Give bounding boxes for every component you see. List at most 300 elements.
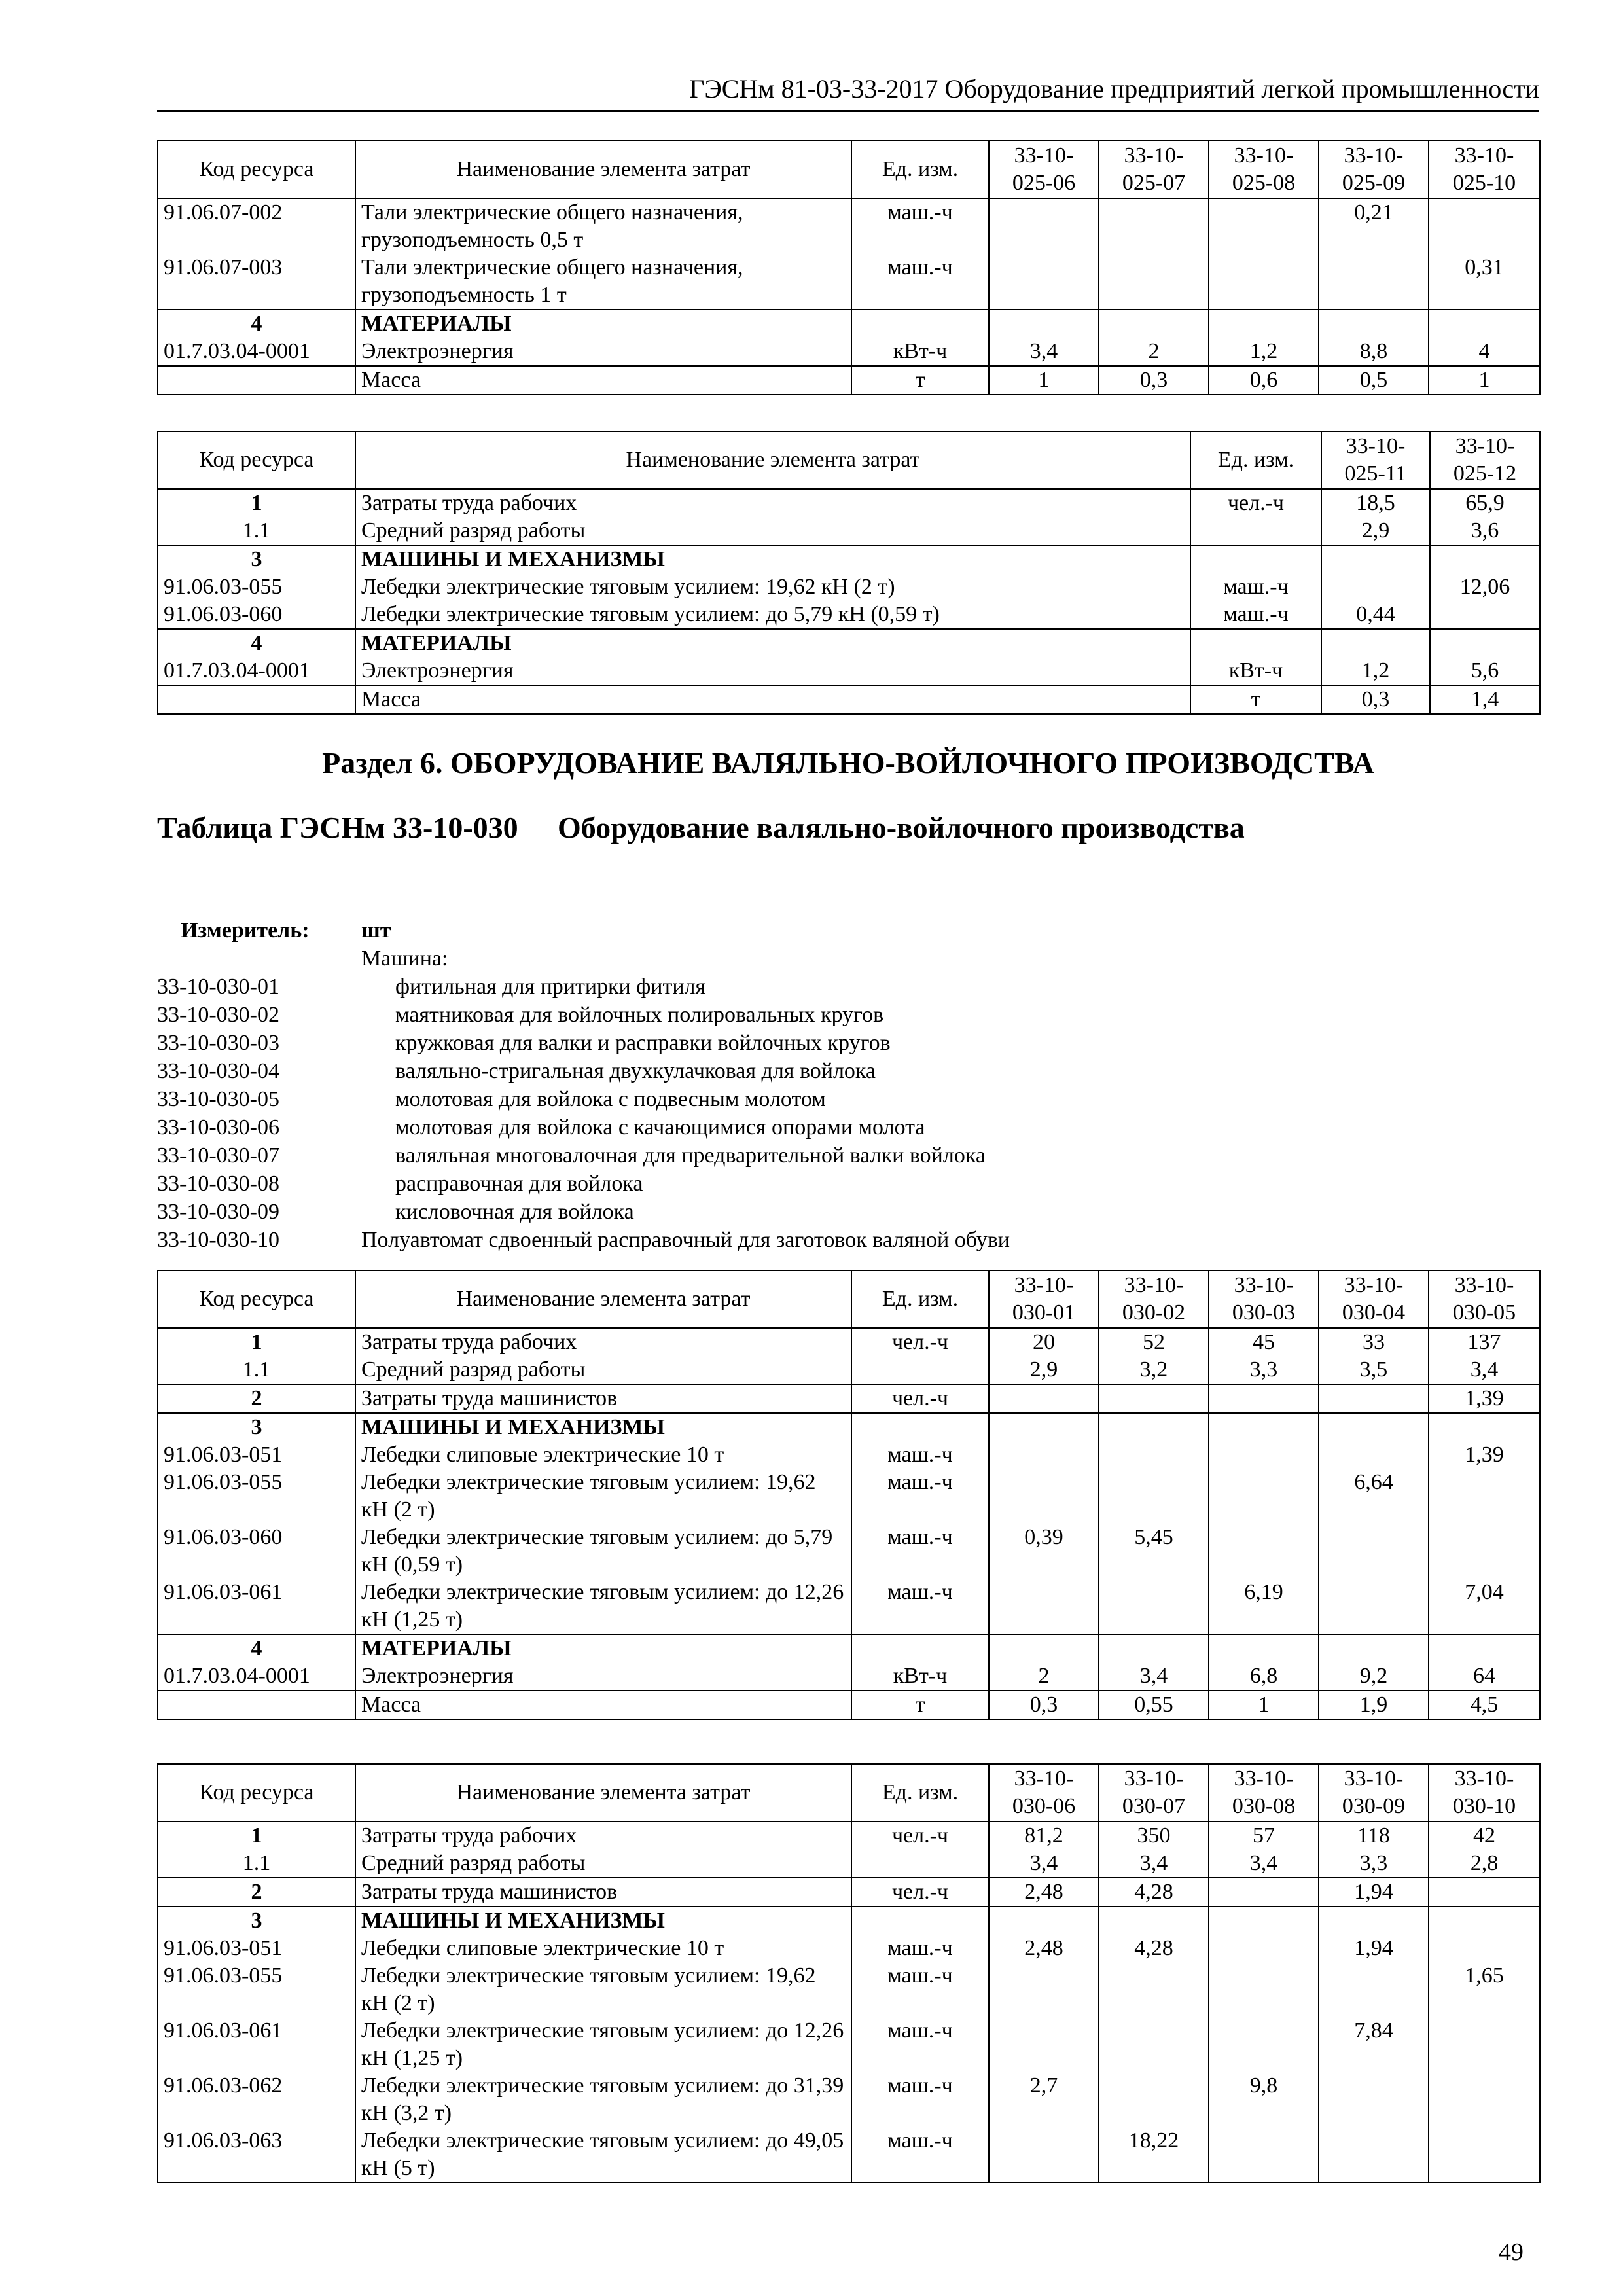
cell-code: 01.7.03.04-0001: [158, 1662, 355, 1691]
cell-value: 3,4: [1099, 1662, 1209, 1691]
cell-unit: маш.-ч: [851, 1441, 989, 1469]
table-row: [158, 1907, 1540, 1935]
cell-value: [1319, 1524, 1429, 1579]
resource-table-030-06-10: [157, 1763, 1541, 2183]
cell-value: [1209, 1907, 1319, 1935]
norm-text: маятниковая для войлочных полировальных кругов: [395, 1003, 884, 1027]
cell-value: [1429, 2017, 1540, 2072]
col-header-norm: 33-10- 030-06: [989, 1764, 1099, 1821]
cell-value: 2,48: [989, 1878, 1099, 1907]
cell-value: 2,7: [989, 2072, 1099, 2127]
cell-value: [1429, 2072, 1540, 2127]
cell-unit: [851, 1634, 989, 1662]
table-row: [158, 601, 1540, 629]
cell-value: [1209, 1469, 1319, 1524]
cell-unit: кВт-ч: [1190, 657, 1321, 685]
cell-unit: [1190, 517, 1321, 545]
cell-value: [1429, 1935, 1540, 1962]
cell-unit: [851, 1356, 989, 1384]
cell-name: Лебедки электрические тяговым усилием: до 5,79 кН (0,59 т): [355, 1524, 851, 1579]
cell-value: [1321, 573, 1430, 601]
norm-text: расправочная для войлока: [395, 1172, 643, 1196]
table-row: [158, 2127, 1540, 2183]
cell-value: [989, 1384, 1099, 1413]
col-header-unit: Ед. изм.: [1190, 431, 1321, 489]
col-header-norm: 33-10- 025-11: [1321, 431, 1430, 489]
cell-value: 5,45: [1099, 1524, 1209, 1579]
cell-code: 91.06.03-055: [158, 1962, 355, 2017]
cell-value: 0,39: [989, 1524, 1099, 1579]
cell-value: [1429, 1413, 1540, 1441]
cell-value: 3,6: [1430, 517, 1540, 545]
table-row: [158, 1691, 1540, 1719]
col-header-norm: 33-10- 030-09: [1319, 1764, 1429, 1821]
table-row: [158, 254, 1540, 310]
cell-name: Масса: [355, 685, 1190, 714]
cell-value: 0,3: [1321, 685, 1430, 714]
table-row: [158, 573, 1540, 601]
col-header-norm: 33-10- 025-07: [1099, 141, 1209, 198]
table-row: [158, 1878, 1540, 1907]
cell-code: 3: [158, 1907, 355, 1935]
cell-value: [1429, 1878, 1540, 1907]
meter-unit: шт: [361, 918, 391, 942]
table-row: [158, 1962, 1540, 2017]
cell-value: 3,4: [989, 1850, 1099, 1878]
cell-value: [1099, 2072, 1209, 2127]
cell-value: 2,9: [1321, 517, 1430, 545]
cell-unit: т: [851, 366, 989, 395]
cell-value: 4: [1429, 338, 1540, 366]
cell-value: [1319, 254, 1429, 310]
table-row: [158, 366, 1540, 395]
cell-name: Лебедки электрические тяговым усилием: до 49,05 кН (5 т): [355, 2127, 851, 2183]
table-row: [158, 1935, 1540, 1962]
cell-code: 91.06.03-061: [158, 2017, 355, 2072]
cell-value: [1209, 1935, 1319, 1962]
cell-name: МАТЕРИАЛЫ: [355, 310, 851, 338]
cell-code: 91.06.03-055: [158, 1469, 355, 1524]
cell-name: Лебедки электрические тяговым усилием: до 5,79 кН (0,59 т): [355, 601, 1190, 629]
col-header-cost-item: Наименование элемента затрат: [355, 1764, 851, 1821]
col-header-norm: 33-10- 030-08: [1209, 1764, 1319, 1821]
cell-value: [1319, 1413, 1429, 1441]
cell-value: 81,2: [989, 1821, 1099, 1850]
cell-value: [1099, 1579, 1209, 1634]
col-header-unit: Ед. изм.: [851, 1764, 989, 1821]
cell-unit: чел.-ч: [851, 1878, 989, 1907]
cell-value: [1319, 1907, 1429, 1935]
cell-code: 91.06.03-055: [158, 573, 355, 601]
cell-value: 4,5: [1429, 1691, 1540, 1719]
norm-text: Полуавтомат сдвоенный расправочный для заготовок валяной обуви: [361, 1228, 1010, 1252]
cell-code: [158, 1691, 355, 1719]
cell-value: [1430, 545, 1540, 573]
cell-value: 1,65: [1429, 1962, 1540, 2017]
table-row: [158, 198, 1540, 254]
cell-name: МАШИНЫ И МЕХАНИЗМЫ: [355, 1907, 851, 1935]
cell-value: [989, 1962, 1099, 2017]
cell-value: 3,4: [989, 338, 1099, 366]
norm-code: 33-10-030-09: [157, 1200, 279, 1224]
cell-name: Тали электрические общего назначения, грузоподъемность 1 т: [355, 254, 851, 310]
cell-unit: маш.-ч: [851, 1524, 989, 1579]
cell-code: 4: [158, 629, 355, 657]
cell-code: 01.7.03.04-0001: [158, 657, 355, 685]
cell-value: [1429, 2127, 1540, 2183]
cell-value: 18,22: [1099, 2127, 1209, 2183]
cell-value: [1209, 310, 1319, 338]
cell-value: 7,04: [1429, 1579, 1540, 1634]
list-item: [157, 1226, 1539, 1254]
cell-value: [1429, 1469, 1540, 1524]
cell-value: [989, 254, 1099, 310]
cell-value: [1209, 254, 1319, 310]
cell-code: [158, 685, 355, 714]
cell-value: [989, 198, 1099, 254]
cell-code: 1.1: [158, 1850, 355, 1878]
norm-text: кружковая для валки и расправки войлочных кругов: [395, 1031, 891, 1055]
cell-code: 91.06.03-063: [158, 2127, 355, 2183]
cell-unit: т: [851, 1691, 989, 1719]
table-row: [158, 1356, 1540, 1384]
cell-code: 3: [158, 545, 355, 573]
page-number: 49: [1499, 2238, 1524, 2266]
cell-name: Электроэнергия: [355, 338, 851, 366]
cell-value: [1099, 1469, 1209, 1524]
cell-code: 2: [158, 1878, 355, 1907]
cell-value: [989, 1469, 1099, 1524]
cell-value: [1209, 2017, 1319, 2072]
cell-value: 4,28: [1099, 1935, 1209, 1962]
cell-value: 33: [1319, 1328, 1429, 1356]
cell-value: 1,39: [1429, 1441, 1540, 1469]
cell-value: [1099, 1962, 1209, 2017]
col-header-resource-code: Код ресурса: [158, 141, 355, 198]
cell-value: [1319, 1579, 1429, 1634]
norm-text: валяльно-стригальная двухкулачковая для войлока: [395, 1059, 876, 1083]
cell-value: 4,28: [1099, 1878, 1209, 1907]
cell-value: [1209, 1634, 1319, 1662]
col-header-norm: 33-10- 025-10: [1429, 141, 1540, 198]
col-header-norm: 33-10- 030-02: [1099, 1270, 1209, 1328]
table-row: [158, 1328, 1540, 1356]
cell-value: 1,2: [1209, 338, 1319, 366]
col-header-norm: 33-10- 030-01: [989, 1270, 1099, 1328]
col-header-resource-code: Код ресурса: [158, 1270, 355, 1328]
cell-value: 64: [1429, 1662, 1540, 1691]
cell-value: [1321, 545, 1430, 573]
cell-value: 0,3: [1099, 366, 1209, 395]
cell-name: Тали электрические общего назначения, грузоподъемность 0,5 т: [355, 198, 851, 254]
col-header-norm: 33-10- 030-05: [1429, 1270, 1540, 1328]
cell-value: [1319, 2127, 1429, 2183]
cell-unit: [851, 310, 989, 338]
cell-value: [1430, 601, 1540, 629]
cell-name: Электроэнергия: [355, 657, 1190, 685]
cell-value: [1099, 1907, 1209, 1935]
cell-code: 4: [158, 1634, 355, 1662]
cell-value: 7,84: [1319, 2017, 1429, 2072]
list-item: [157, 973, 1539, 1001]
table-row: [158, 338, 1540, 366]
cell-unit: маш.-ч: [851, 2072, 989, 2127]
table-number: Таблица ГЭСНм 33-10-030: [157, 811, 518, 844]
cell-name: Лебедки электрические тяговым усилием: 19,62 кН (2 т): [355, 1469, 851, 1524]
cell-value: [1429, 310, 1540, 338]
cell-value: [1321, 629, 1430, 657]
cell-unit: кВт-ч: [851, 338, 989, 366]
cell-value: 5,6: [1430, 657, 1540, 685]
cell-name: Лебедки электрические тяговым усилием: 19,62 кН (2 т): [355, 1962, 851, 2017]
norm-text: кисловочная для войлока: [395, 1200, 634, 1224]
cell-unit: чел.-ч: [1190, 489, 1321, 517]
cell-name: Электроэнергия: [355, 1662, 851, 1691]
cell-value: 0,55: [1099, 1691, 1209, 1719]
table-name: Оборудование валяльно-войлочного производства: [558, 811, 1245, 844]
list-item: [157, 1141, 1539, 1170]
cell-name: Затраты труда машинистов: [355, 1384, 851, 1413]
cell-name: Лебедки электрические тяговым усилием: до 31,39 кН (3,2 т): [355, 2072, 851, 2127]
cell-value: 2: [1099, 338, 1209, 366]
cell-name: Затраты труда рабочих: [355, 1328, 851, 1356]
cell-name: Лебедки слиповые электрические 10 т: [355, 1935, 851, 1962]
cell-value: 3,2: [1099, 1356, 1209, 1384]
cell-unit: [1190, 545, 1321, 573]
cell-value: [1099, 1384, 1209, 1413]
cell-name: Средний разряд работы: [355, 517, 1190, 545]
col-header-norm: 33-10- 030-03: [1209, 1270, 1319, 1328]
cell-name: Масса: [355, 366, 851, 395]
cell-value: 0,3: [989, 1691, 1099, 1719]
list-item: [157, 1170, 1539, 1198]
cell-value: 3,3: [1209, 1356, 1319, 1384]
cell-unit: [1190, 629, 1321, 657]
col-header-norm: 33-10- 025-06: [989, 141, 1099, 198]
cell-value: [1319, 1384, 1429, 1413]
cell-value: 1: [1209, 1691, 1319, 1719]
cell-value: 3,4: [1099, 1850, 1209, 1878]
cell-value: 0,44: [1321, 601, 1430, 629]
cell-value: [1209, 1524, 1319, 1579]
cell-value: 0,21: [1319, 198, 1429, 254]
col-header-norm: 33-10- 030-04: [1319, 1270, 1429, 1328]
table-row: [158, 489, 1540, 517]
norm-text: валяльная многовалочная для предварительной валки войлока: [395, 1143, 986, 1168]
cell-code: 91.06.03-060: [158, 1524, 355, 1579]
cell-value: 6,8: [1209, 1662, 1319, 1691]
cell-value: [1429, 1907, 1540, 1935]
measurement-block: [157, 916, 1539, 1254]
table-row: [158, 1441, 1540, 1469]
cell-value: [1099, 198, 1209, 254]
cell-value: [989, 1907, 1099, 1935]
col-header-resource-code: Код ресурса: [158, 431, 355, 489]
cell-unit: маш.-ч: [851, 254, 989, 310]
cell-value: [1209, 1962, 1319, 2017]
norm-code: 33-10-030-08: [157, 1172, 279, 1196]
norm-text: молотовая для войлока с качающимися опорами молота: [395, 1115, 925, 1139]
cell-value: [1209, 1441, 1319, 1469]
list-item: [157, 1198, 1539, 1226]
cell-value: [1429, 198, 1540, 254]
table-row: [158, 1384, 1540, 1413]
norm-code: 33-10-030-05: [157, 1087, 279, 1111]
cell-unit: маш.-ч: [1190, 601, 1321, 629]
cell-name: Затраты труда рабочих: [355, 1821, 851, 1850]
cell-value: [1209, 1384, 1319, 1413]
cell-value: 0,6: [1209, 366, 1319, 395]
table-row: [158, 1524, 1540, 1579]
table-row: [158, 545, 1540, 573]
cell-name: Затраты труда рабочих: [355, 489, 1190, 517]
col-header-cost-item: Наименование элемента затрат: [355, 1270, 851, 1328]
cell-value: 3,4: [1429, 1356, 1540, 1384]
cell-value: 3,5: [1319, 1356, 1429, 1384]
table-row: [158, 1850, 1540, 1878]
cell-value: 1: [989, 366, 1099, 395]
cell-unit: маш.-ч: [851, 198, 989, 254]
col-header-cost-item: Наименование элемента затрат: [355, 141, 851, 198]
cell-value: 1: [1429, 366, 1540, 395]
table-row: [158, 517, 1540, 545]
cell-value: 350: [1099, 1821, 1209, 1850]
norm-code: 33-10-030-06: [157, 1115, 279, 1139]
cell-value: 18,5: [1321, 489, 1430, 517]
col-header-unit: Ед. изм.: [851, 1270, 989, 1328]
cell-value: 118: [1319, 1821, 1429, 1850]
cell-name: Затраты труда машинистов: [355, 1878, 851, 1907]
col-header-unit: Ед. изм.: [851, 141, 989, 198]
table-row: [158, 1662, 1540, 1691]
cell-value: [989, 2127, 1099, 2183]
cell-value: [1319, 1441, 1429, 1469]
cell-code: 91.06.03-051: [158, 1441, 355, 1469]
table-row: [158, 1413, 1540, 1441]
list-item: [157, 1085, 1539, 1113]
col-header-norm: 33-10- 025-12: [1430, 431, 1540, 489]
col-header-resource-code: Код ресурса: [158, 1764, 355, 1821]
cell-value: [1429, 1524, 1540, 1579]
resource-table-025-11-12: [157, 431, 1541, 715]
cell-name: МАШИНЫ И МЕХАНИЗМЫ: [355, 545, 1190, 573]
cell-name: Лебедки слиповые электрические 10 т: [355, 1441, 851, 1469]
cell-value: 6,64: [1319, 1469, 1429, 1524]
table-row: [158, 1634, 1540, 1662]
norm-code: 33-10-030-03: [157, 1031, 279, 1055]
cell-unit: чел.-ч: [851, 1328, 989, 1356]
cell-value: [1319, 1634, 1429, 1662]
cell-value: [1319, 310, 1429, 338]
cell-unit: т: [1190, 685, 1321, 714]
norm-code: 33-10-030-01: [157, 975, 279, 999]
cell-value: [1209, 2127, 1319, 2183]
table-row: [158, 2017, 1540, 2072]
cell-code: 91.06.03-061: [158, 1579, 355, 1634]
cell-name: МАШИНЫ И МЕХАНИЗМЫ: [355, 1413, 851, 1441]
cell-code: 1.1: [158, 1356, 355, 1384]
table-row: [158, 1821, 1540, 1850]
cell-unit: чел.-ч: [851, 1821, 989, 1850]
cell-value: [1099, 1634, 1209, 1662]
cell-value: 3,3: [1319, 1850, 1429, 1878]
cell-value: [989, 1441, 1099, 1469]
cell-unit: [851, 1907, 989, 1935]
cell-value: 9,8: [1209, 2072, 1319, 2127]
cell-name: Масса: [355, 1691, 851, 1719]
cell-name: Лебедки электрические тяговым усилием: до 12,26 кН (1,25 т): [355, 2017, 851, 2072]
cell-value: 0,5: [1319, 366, 1429, 395]
meter-label: Измеритель:: [181, 918, 310, 942]
cell-value: 2: [989, 1662, 1099, 1691]
cell-value: [989, 1634, 1099, 1662]
cell-value: [1319, 1962, 1429, 2017]
cell-value: 57: [1209, 1821, 1319, 1850]
cell-unit: кВт-ч: [851, 1662, 989, 1691]
cell-name: Лебедки электрические тяговым усилием: 19,62 кН (2 т): [355, 573, 1190, 601]
cell-value: [989, 1413, 1099, 1441]
col-header-norm: 33-10- 030-07: [1099, 1764, 1209, 1821]
section-title: Раздел 6. ОБОРУДОВАНИЕ ВАЛЯЛЬНО-ВОЙЛОЧНОГО ПРОИЗВОДСТВА: [322, 746, 1374, 780]
col-header-norm: 33-10- 025-09: [1319, 141, 1429, 198]
cell-value: [1430, 629, 1540, 657]
cell-unit: маш.-ч: [851, 1935, 989, 1962]
cell-value: 2,8: [1429, 1850, 1540, 1878]
cell-value: 1,9: [1319, 1691, 1429, 1719]
cell-unit: маш.-ч: [851, 1469, 989, 1524]
cell-value: [1209, 198, 1319, 254]
cell-code: 3: [158, 1413, 355, 1441]
table-row: [158, 1469, 1540, 1524]
cell-value: 6,19: [1209, 1579, 1319, 1634]
cell-code: 01.7.03.04-0001: [158, 338, 355, 366]
norm-code: 33-10-030-04: [157, 1059, 279, 1083]
cell-value: 1,2: [1321, 657, 1430, 685]
cell-value: [1099, 310, 1209, 338]
cell-code: 1: [158, 1821, 355, 1850]
cell-value: 45: [1209, 1328, 1319, 1356]
cell-value: [1319, 2072, 1429, 2127]
cell-value: 137: [1429, 1328, 1540, 1356]
norm-text: фитильная для притирки фитиля: [395, 975, 706, 999]
table-row: [158, 2072, 1540, 2127]
cell-value: [1429, 1634, 1540, 1662]
list-item: [157, 1113, 1539, 1141]
cell-value: 1,94: [1319, 1935, 1429, 1962]
cell-value: 12,06: [1430, 573, 1540, 601]
cell-value: 20: [989, 1328, 1099, 1356]
table-row: [158, 685, 1540, 714]
cell-code: 2: [158, 1384, 355, 1413]
meter-group: Машина:: [361, 946, 448, 971]
cell-value: [1099, 254, 1209, 310]
cell-code: 91.06.03-062: [158, 2072, 355, 2127]
norm-code: 33-10-030-10: [157, 1228, 279, 1252]
table-row: [158, 657, 1540, 685]
col-header-norm: 33-10- 025-08: [1209, 141, 1319, 198]
cell-code: [158, 366, 355, 395]
cell-name: МАТЕРИАЛЫ: [355, 1634, 851, 1662]
table-row: [158, 629, 1540, 657]
cell-code: 4: [158, 310, 355, 338]
norm-text: молотовая для войлока с подвесным молотом: [395, 1087, 826, 1111]
resource-table-025-06-10: [157, 140, 1541, 395]
cell-code: 1.1: [158, 517, 355, 545]
cell-code: 1: [158, 1328, 355, 1356]
cell-name: Средний разряд работы: [355, 1356, 851, 1384]
cell-code: 91.06.03-060: [158, 601, 355, 629]
cell-value: 0,31: [1429, 254, 1540, 310]
